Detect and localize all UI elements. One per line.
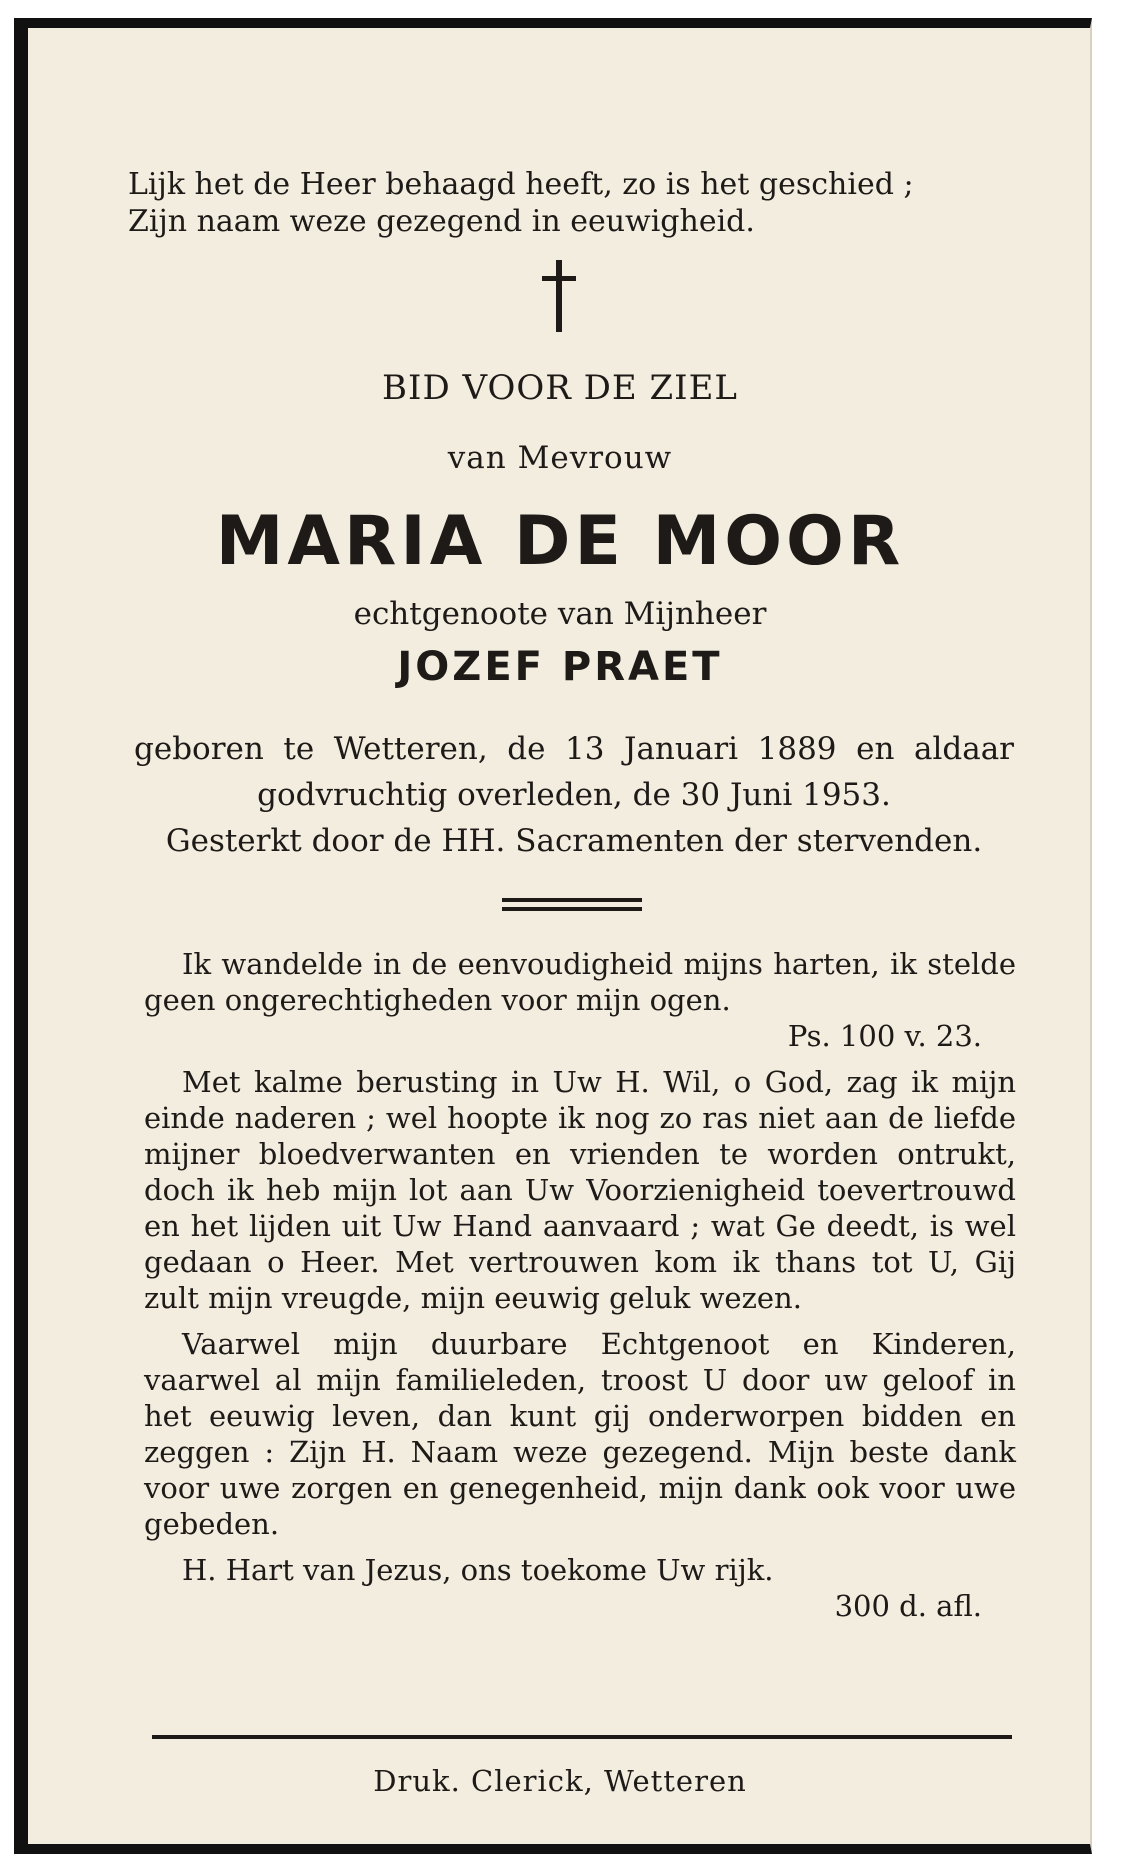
prayer-text — [144, 946, 1016, 1634]
memorial-card — [14, 18, 1092, 1854]
footer-rule — [152, 1735, 1012, 1739]
sacraments-line: Gesterkt door de HH. Sacramenten der stervenden. — [165, 823, 983, 859]
double-rule-divider — [502, 898, 642, 912]
biography — [134, 726, 1014, 864]
sacred-heart-invocation: H. Hart van Jezus, ons toekome Uw rijk. — [182, 1553, 774, 1587]
psalm-paragraph: Ik wandelde in de eenvoudigheid mijns harten, ik stelde geen ongerechtigheden voor mijn ogen. — [144, 947, 1016, 1017]
opening-verse-line-2: Zijn naam weze gezegend in eeuwigheid. — [128, 204, 755, 239]
birth-line: geboren te Wetteren, de 13 Januari 1889 en aldaar — [134, 731, 1014, 767]
indulgence-note: 300 d. afl. — [834, 1589, 982, 1623]
card-content — [28, 28, 1090, 1844]
resignation-paragraph: Met kalme berusting in Uw H. Wil, o God, zag ik mijn einde naderen ; wel hoopte ik nog zo ras niet aan de liefde mijner bloedverwanten en vrienden te worden ontrukt, doch ik heb mijn lot aan Uw Voorzienigheid toevertrouwd en het lijden uit Uw Hand aanvaard ; wat Ge deedt, is wel gedaan o Heer. Met vertrouwen kom ik thans tot U, Gij zult mijn vreugde, mijn eeuwig geluk wezen. — [144, 1065, 1016, 1315]
pray-for-soul-heading: BID VOOR DE ZIEL — [382, 368, 738, 408]
psalm-reference: Ps. 100 v. 23. — [787, 1019, 982, 1053]
spouse-intro-text: echtgenoote van Mijnheer — [353, 596, 767, 632]
spouse-name: JOZEF PRAET — [397, 644, 723, 690]
printer-credit: Druk. Clerick, Wetteren — [373, 1764, 747, 1798]
van-mevrouw-text: van Mevrouw — [447, 440, 673, 476]
opening-verse — [128, 166, 1008, 240]
death-line: godvruchtig overleden, de 30 Juni 1953. — [257, 777, 891, 813]
cross-icon — [542, 260, 576, 332]
deceased-name: MARIA DE MOOR — [215, 502, 905, 581]
opening-verse-line-1: Lijk het de Heer behaagd heeft, zo is het geschied ; — [128, 167, 914, 202]
farewell-paragraph: Vaarwel mijn duurbare Echtgenoot en Kinderen, vaarwel al mijn familieleden, troost U door uw geloof in het eeuwig leven, dan kunt gij onderworpen bidden en zeggen : Zijn H. Naam weze gezegend. Mijn beste dank voor uwe zorgen en genegenheid, mijn dank ook voor uwe gebeden. — [144, 1327, 1016, 1541]
